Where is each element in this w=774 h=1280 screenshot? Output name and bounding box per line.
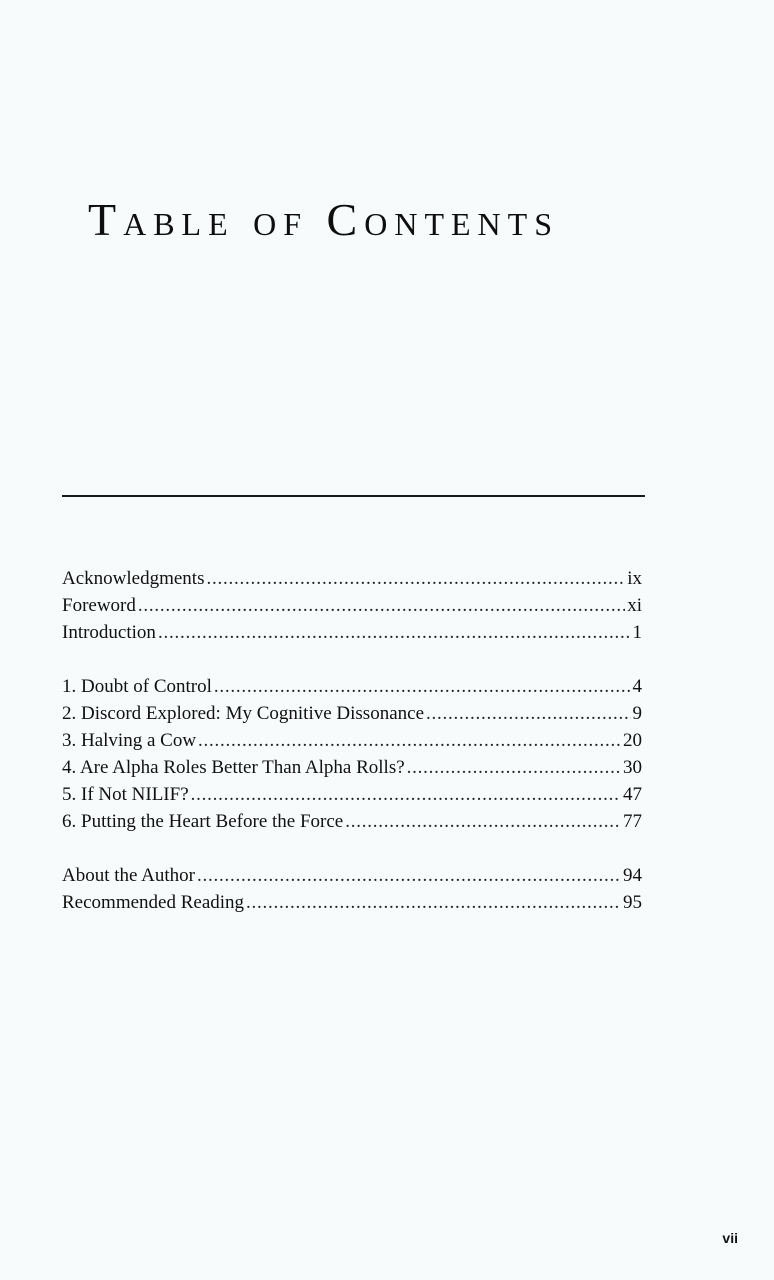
toc-entry-label: 2. Discord Explored: My Cognitive Dissonance xyxy=(62,703,425,724)
chapters-group xyxy=(62,673,642,835)
toc-entry[interactable] xyxy=(62,727,642,754)
dot-leader xyxy=(246,889,621,916)
table-of-contents xyxy=(62,565,642,943)
toc-entry-label: 3. Halving a Cow xyxy=(62,730,197,751)
toc-entry-label: Recommended Reading xyxy=(62,892,245,913)
dot-leader xyxy=(138,592,625,619)
dot-leader xyxy=(197,862,621,889)
dot-leader xyxy=(158,619,631,646)
toc-entry-label: 6. Putting the Heart Before the Force xyxy=(62,811,344,832)
toc-entry[interactable] xyxy=(62,565,642,592)
front-matter-group xyxy=(62,565,642,646)
toc-entry[interactable] xyxy=(62,781,642,808)
toc-entry-label: 4. Are Alpha Roles Better Than Alpha Rolls? xyxy=(62,757,405,778)
toc-entry-label: About the Author xyxy=(62,865,195,886)
dot-leader xyxy=(214,673,631,700)
toc-entry-page: 1 xyxy=(632,622,642,643)
dot-leader xyxy=(345,808,621,835)
dot-leader xyxy=(191,781,621,808)
toc-entry[interactable] xyxy=(62,754,642,781)
toc-entry-page: xi xyxy=(627,595,642,616)
toc-entry-page: 95 xyxy=(623,892,642,913)
toc-entry[interactable] xyxy=(62,808,642,835)
page-title: Table of Contents xyxy=(88,194,559,245)
toc-entry-page: 77 xyxy=(623,811,642,832)
toc-entry-page: 4 xyxy=(632,676,642,697)
back-matter-group xyxy=(62,862,642,916)
toc-entry-label: Introduction xyxy=(62,622,156,643)
toc-entry-label: Foreword xyxy=(62,595,136,616)
dot-leader xyxy=(206,565,625,592)
toc-entry-page: ix xyxy=(627,568,642,589)
page-number: vii xyxy=(722,1230,738,1246)
toc-entry-page: 20 xyxy=(623,730,642,751)
dot-leader xyxy=(426,700,630,727)
toc-entry-page: 94 xyxy=(623,865,642,886)
toc-entry-page: 9 xyxy=(632,703,642,724)
toc-entry[interactable] xyxy=(62,673,642,700)
toc-entry-page: 47 xyxy=(623,784,642,805)
toc-entry[interactable] xyxy=(62,862,642,889)
toc-entry[interactable] xyxy=(62,889,642,916)
toc-entry-label: 5. If Not NILIF? xyxy=(62,784,189,805)
title-rule xyxy=(62,495,645,497)
toc-entry[interactable] xyxy=(62,592,642,619)
dot-leader xyxy=(198,727,621,754)
toc-entry[interactable] xyxy=(62,619,642,646)
dot-leader xyxy=(407,754,621,781)
toc-entry[interactable] xyxy=(62,700,642,727)
toc-entry-label: 1. Doubt of Control xyxy=(62,676,212,697)
toc-entry-page: 30 xyxy=(623,757,642,778)
toc-entry-label: Acknowledgments xyxy=(62,568,205,589)
